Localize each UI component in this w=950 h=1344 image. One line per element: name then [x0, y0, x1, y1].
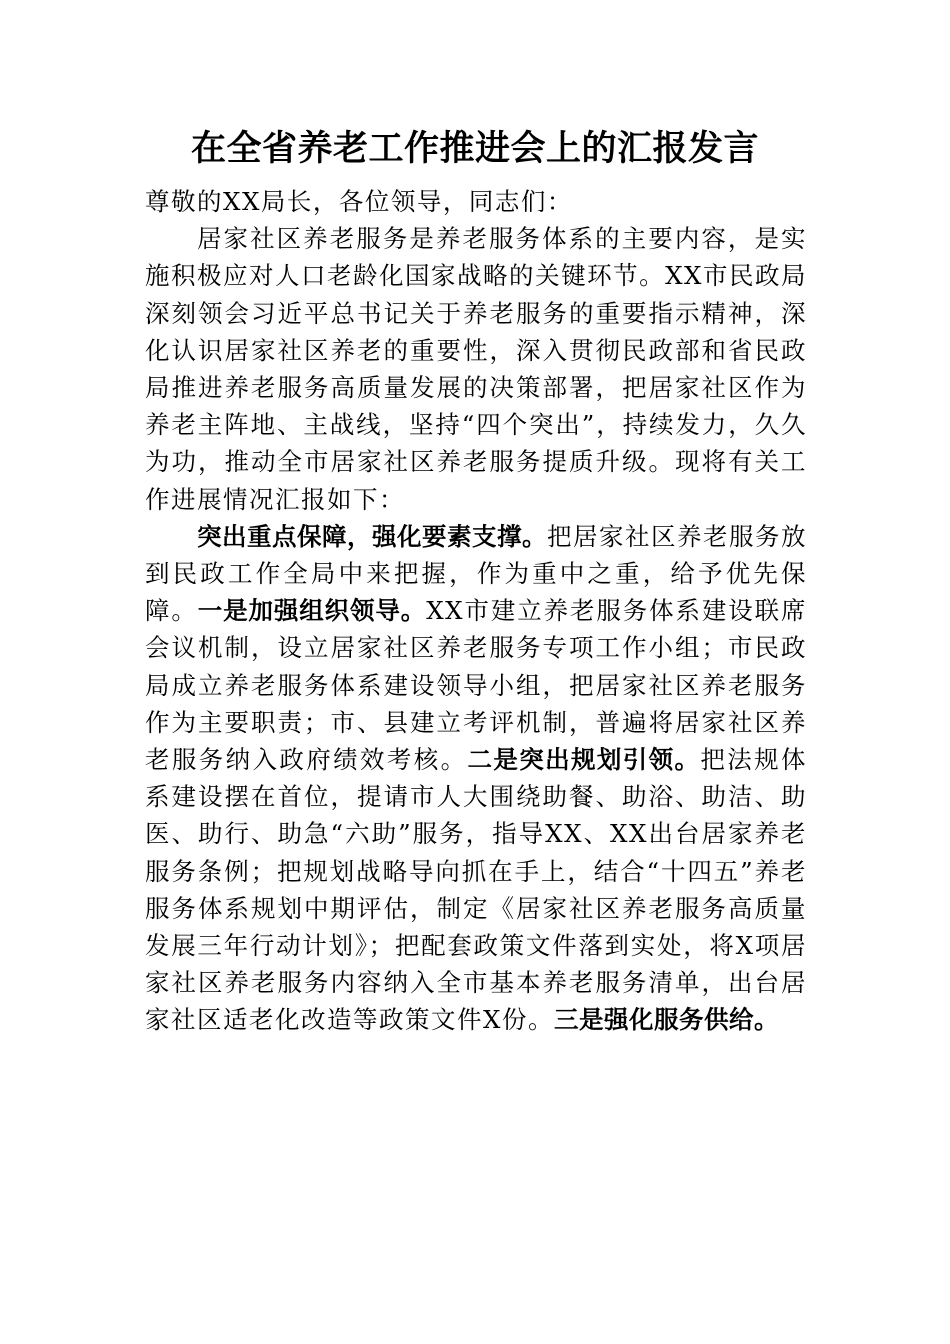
- document-title: 在全省养老工作推进会上的汇报发言: [190, 128, 759, 169]
- section-paragraph: [145, 518, 807, 1039]
- section-heading: 突出重点保障，强化要素支撑。: [197, 521, 547, 551]
- intro-paragraph: 居家社区养老服务是养老服务体系的主要内容，是实施积极应对人口老龄化国家战略的关键环节。XX市民政局深刻领会习近平总书记关于养老服务的重要指示精神，深化认识居家社区养老的重要性，深入贯彻民政部和省民政局推进养老服务高质量发展的决策部署，把居家社区作为养老主阵地、主战线，坚持“四个突出”，持续发力，久久为功，推动全市居家社区养老服务提质升级。现将有关工作进展情况汇报如下：: [145, 224, 807, 514]
- document-body: [145, 183, 807, 1039]
- section-intro-text: 把居家社区养老服务放到民政工作全局中来把握，作为重中之重，给予优先保障。: [145, 521, 807, 626]
- salutation: 尊敬的XX局长，各位领导，同志们：: [145, 187, 573, 216]
- point2-text: 把法规体系建设摆在首位，提请市人大围绕助餐、助浴、助洁、助医、助行、助急“六助”服务，指导XX、XX出台居家养老服务条例；把规划战略导向抓在手上，结合“十四五”养老服务体系规划中期评估，制定《居家社区养老服务高质量发展三年行动计划》；把配套政策文件落到实处，将X项居家社区养老服务内容纳入全市基本养老服务清单，出台居家社区适老化改造等政策文件X份。: [145, 745, 807, 1035]
- point1-text: XX市建立养老服务体系建设联席会议机制，设立居家社区养老服务专项工作小组；市民政局成立养老服务体系建设领导小组，把居家社区养老服务作为主要职责；市、县建立考评机制，普遍将居家社区养老服务纳入政府绩效考核。: [145, 596, 808, 775]
- point1-heading: 一是加强组织领导。: [197, 596, 427, 626]
- point2-heading: 二是突出规划引领。: [467, 745, 701, 775]
- point3-heading: 三是强化服务供给。: [553, 1005, 779, 1035]
